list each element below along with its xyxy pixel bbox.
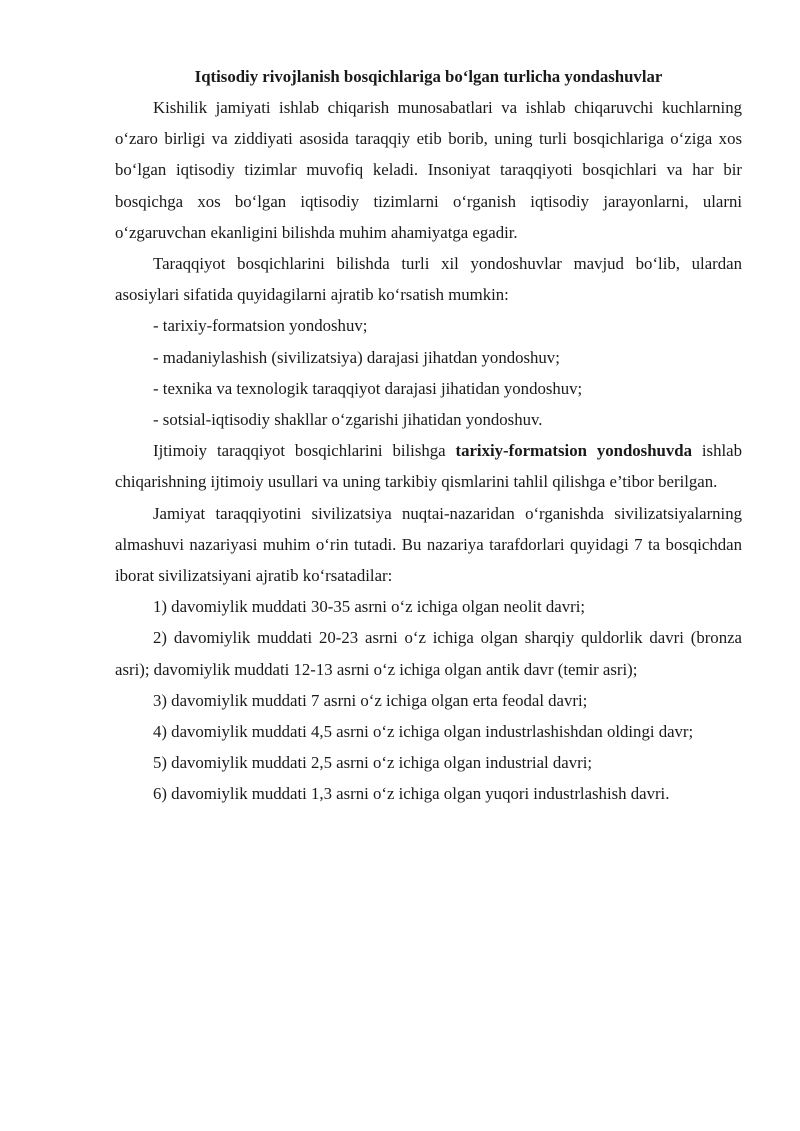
list-item-stage: 3) davomiylik muddati 7 asrni o‘z ichiga olgan erta feodal davri;	[153, 690, 588, 710]
paragraph-formation-approach	[115, 435, 742, 497]
list-item-approach: - madaniylashish (sivilizatsiya) darajasi jihatdan yondoshuv;	[153, 347, 560, 367]
paragraph-approaches-intro: Taraqqiyot bosqichlarini bilishda turli xil yondoshuvlar mavjud bo‘lib, ulardan asosiylari sifatida quyidagilarni ajratib ko‘rsatish mumkin:	[115, 254, 742, 305]
list-item-stage: 6) davomiylik muddati 1,3 asrni o‘z ichiga olgan yuqori industrlashish davri.	[153, 784, 670, 804]
bold-term: tarixiy-formatsion yondoshuvda	[455, 441, 692, 461]
list-item-stage: 4) davomiylik muddati 4,5 asrni o‘z ichiga olgan industrlashishdan oldingi davr;	[153, 722, 694, 742]
list-item-approach: - texnika va texnologik taraqqiyot darajasi jihatidan yondoshuv;	[153, 378, 583, 398]
text-segment: Ijtimoiy taraqqiyot bosqichlarini bilishga	[153, 441, 456, 461]
paragraph-intro: Kishilik jamiyati ishlab chiqarish munosabatlari va ishlab chiqaruvchi kuchlarning o‘zaro birligi va ziddiyati asosida taraqqiy etib borib, uning turli bosqichlariga o‘ziga xos bo‘lgan iqtisodiy tizimlar muvofiq keladi. Insoniyat taraqqiyoti bosqichlari va har bir bosqichga xos bo‘lgan iqtisodiy tizimlarni o‘rganish iqtisodiy jarayonlarni, ularni o‘zgaruvchan ekanligini bilishda muhim ahamiyatga egadir.	[115, 98, 742, 242]
list-item-approach: - tarixiy-formatsion yondoshuv;	[153, 316, 368, 336]
text-segment: ishlab chiqarishning ijtimoiy usullari va uning tarkibiy qismlarini tahlil qilishga e’tibor berilgan.	[115, 441, 742, 492]
list-item-stage: 5) davomiylik muddati 2,5 asrni o‘z ichiga olgan industrial davri;	[153, 753, 593, 773]
list-item-stage: 2) davomiylik muddati 20-23 asrni o‘z ichiga olgan sharqiy quldorlik davri (bronza asri); davomiylik muddati 12-13 asrni o‘z ichiga olgan antik davr (temir asri);	[115, 628, 742, 679]
document-page	[115, 64, 742, 810]
page-title: Iqtisodiy rivojlanish bosqichlariga bo‘lgan turlicha yondashuvlar	[194, 67, 663, 86]
paragraph-civilization-theory: Jamiyat taraqqiyotini sivilizatsiya nuqtai-nazaridan o‘rganishda sivilizatsiyalarning almashuvi nazariyasi muhim o‘rin tutadi. Bu nazariya tarafdorlari quyidagi 7 ta bosqichdan iborat sivilizatsiyani ajratib ko‘rsatadilar:	[115, 503, 742, 586]
list-item-approach: - sotsial-iqtisodiy shakllar o‘zgarishi jihatidan yondoshuv.	[153, 410, 543, 430]
list-item-stage: 1) davomiylik muddati 30-35 asrni o‘z ichiga olgan neolit davri;	[153, 597, 586, 617]
